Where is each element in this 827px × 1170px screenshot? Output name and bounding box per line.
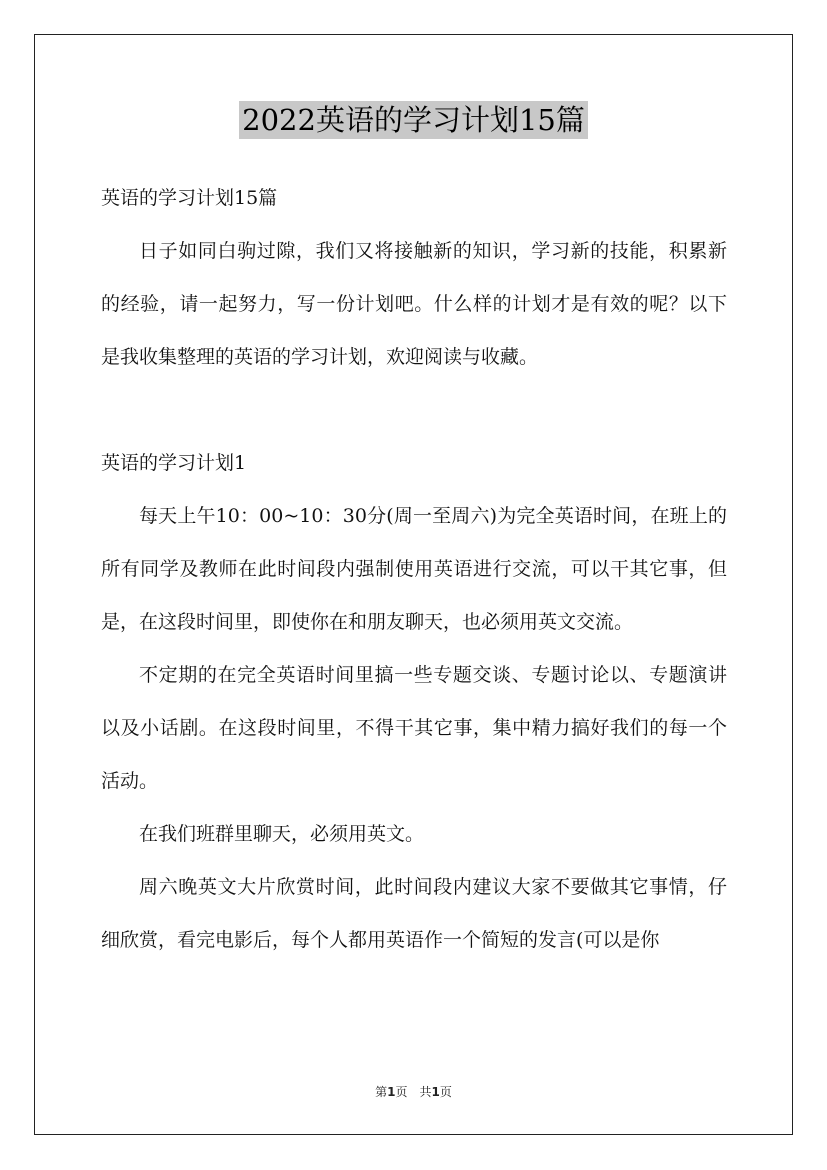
section-heading: 英语的学习计划1: [101, 452, 247, 474]
footer-text: 页: [439, 1085, 452, 1099]
page-number-total: 1: [431, 1085, 440, 1099]
document-title: [0, 100, 827, 140]
body-paragraph: 在我们班群里聊天，必须用英文。: [139, 823, 425, 845]
intro-paragraph: 日子如同白驹过隙，我们又将接触新的知识，学习新的技能，积累新的经验，请一起努力，写一份计划吧。什么样的计划才是有效的呢？以下是我收集整理的英语的学习计划，欢迎阅读与收藏。: [101, 240, 727, 368]
document-body: [101, 172, 727, 967]
page-number-current: 1: [387, 1085, 396, 1099]
footer-text: 页 共: [395, 1085, 432, 1099]
body-paragraph: 周六晚英文大片欣赏时间，此时间段内建议大家不要做其它事情，仔细欣赏，看完电影后，每个人都用英语作一个简短的发言(可以是你: [101, 876, 727, 951]
body-paragraph: 不定期的在完全英语时间里搞一些专题交谈、专题讨论以、专题演讲以及小话剧。在这段时间里，不得干其它事，集中精力搞好我们的每一个活动。: [101, 664, 727, 792]
page-footer: [0, 1083, 827, 1100]
body-paragraph: 每天上午10：00~10：30分(周一至周六)为完全英语时间，在班上的所有同学及教师在此时间段内强制使用英语进行交流，可以干其它事，但是，在这段时间里，即使你在和朋友聊天，也必须用英文交流。: [101, 505, 727, 633]
document-title-text: 2022英语的学习计划15篇: [239, 101, 588, 139]
intro-heading: 英语的学习计划15篇: [101, 187, 278, 209]
footer-text: 第: [375, 1085, 388, 1099]
